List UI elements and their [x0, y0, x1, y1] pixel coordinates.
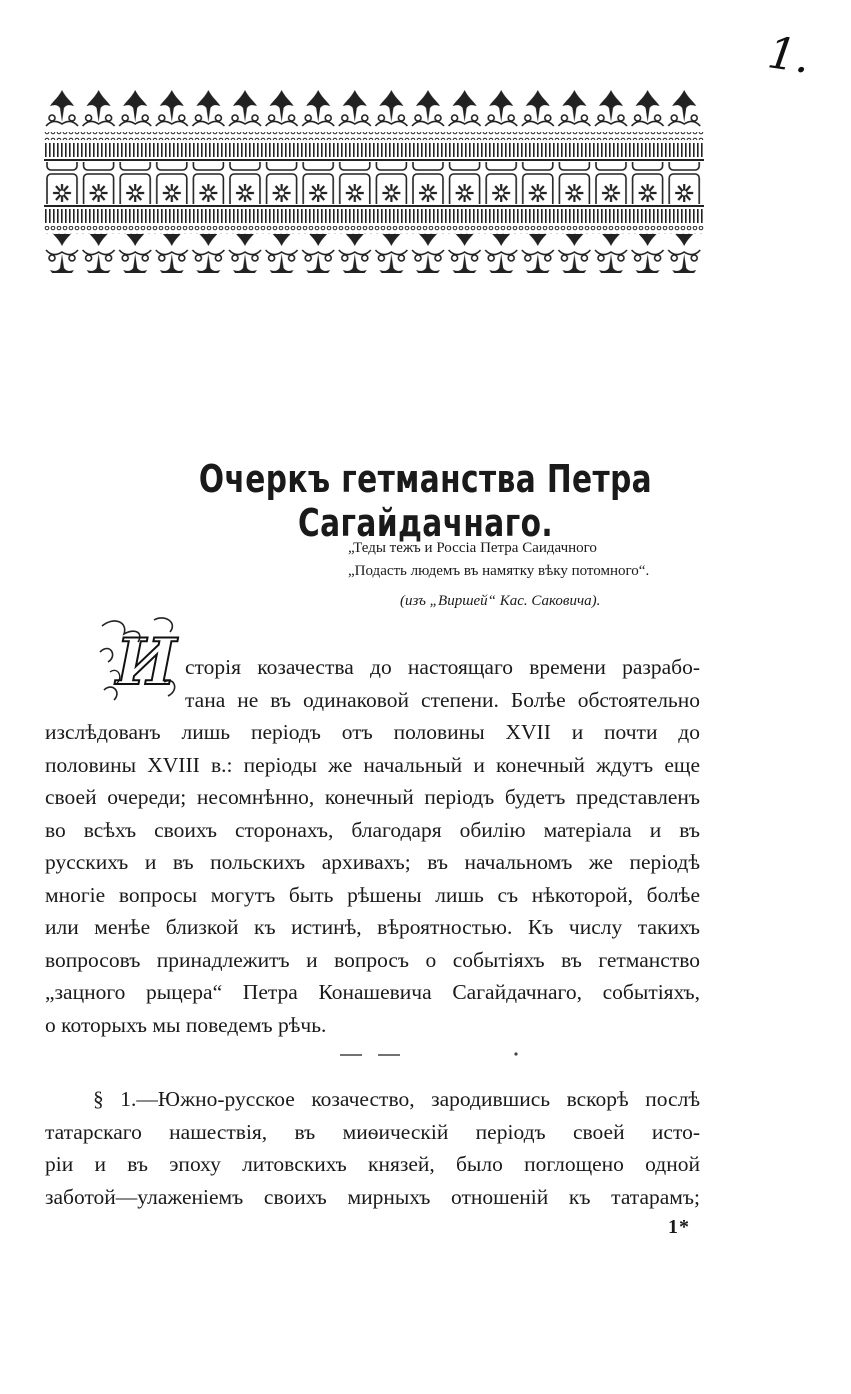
text-line: своей очереди; несомнѣнно, конечный періодъ будетъ представленъ: [45, 785, 700, 809]
text-line: вопросовъ принадлежитъ и вопросъ о событіяхъ въ гетманство: [45, 947, 700, 972]
dropcap-letter: И: [116, 625, 177, 700]
epigraph: [348, 537, 718, 613]
text-line: многіе вопросы могутъ быть рѣшены лишь съ нѣкоторой, болѣе: [45, 882, 700, 907]
text-line: русскихъ и въ польскихъ архивахъ; въ начальномъ же періодѣ: [45, 850, 700, 874]
printer-signature: 1*: [668, 1216, 690, 1238]
text-line: или менѣе близкой къ истинѣ, вѣроятностью. Къ числу такихъ: [45, 915, 700, 939]
text-line: изслѣдованъ лишь періодъ отъ половины XVII и почти до: [45, 720, 700, 744]
paragraph-intro: [45, 651, 700, 1041]
text-line: сторія козачества до настоящаго времени разрабо-: [185, 655, 700, 679]
text-line: заботой—улаженіемъ своихъ мирныхъ отношеній къ татарамъ;: [45, 1184, 700, 1209]
epigraph-source: (изъ „Виршей“ Кас. Саковича).: [400, 593, 601, 609]
text-line: о которыхъ мы поведемъ рѣчь.: [45, 1012, 327, 1037]
epigraph-line-2: „Подасть людемъ въ намятку вѣку потомного“.: [348, 563, 650, 579]
section-separator: [340, 1052, 520, 1058]
epigraph-line-1: „Теды тежъ и Россіа Петра Саидачного: [348, 540, 597, 556]
text-line: половины XVIII в.: періоды же начальный и конечный ждутъ еще: [45, 752, 700, 777]
ornamental-header-band: [44, 88, 704, 273]
text-line: татарскаго нашествія, въ миѳическій періодъ своей исто-: [45, 1119, 700, 1144]
article-title: Очеркъ гетманства Петра Сагайдачнаго.: [198, 457, 653, 546]
text-line: ріи и въ эпоху литовскихъ князей, было поглощено одной: [45, 1152, 700, 1176]
text-line: во всѣхъ своихъ сторонахъ, благодаря обилію матеріала и въ: [45, 817, 700, 842]
text-line: тана не въ одинаковой степени. Болѣе обстоятельно: [185, 687, 700, 712]
text-line: „зацного рыцера“ Петра Конашевича Сагайдачнаго, событіяхъ,: [45, 980, 700, 1004]
text-line: § 1.—Южно-русское козачество, зародившись вскорѣ послѣ: [93, 1087, 700, 1111]
page-number-mark: 1.: [764, 27, 814, 84]
paragraph-section-1: [45, 1083, 700, 1213]
